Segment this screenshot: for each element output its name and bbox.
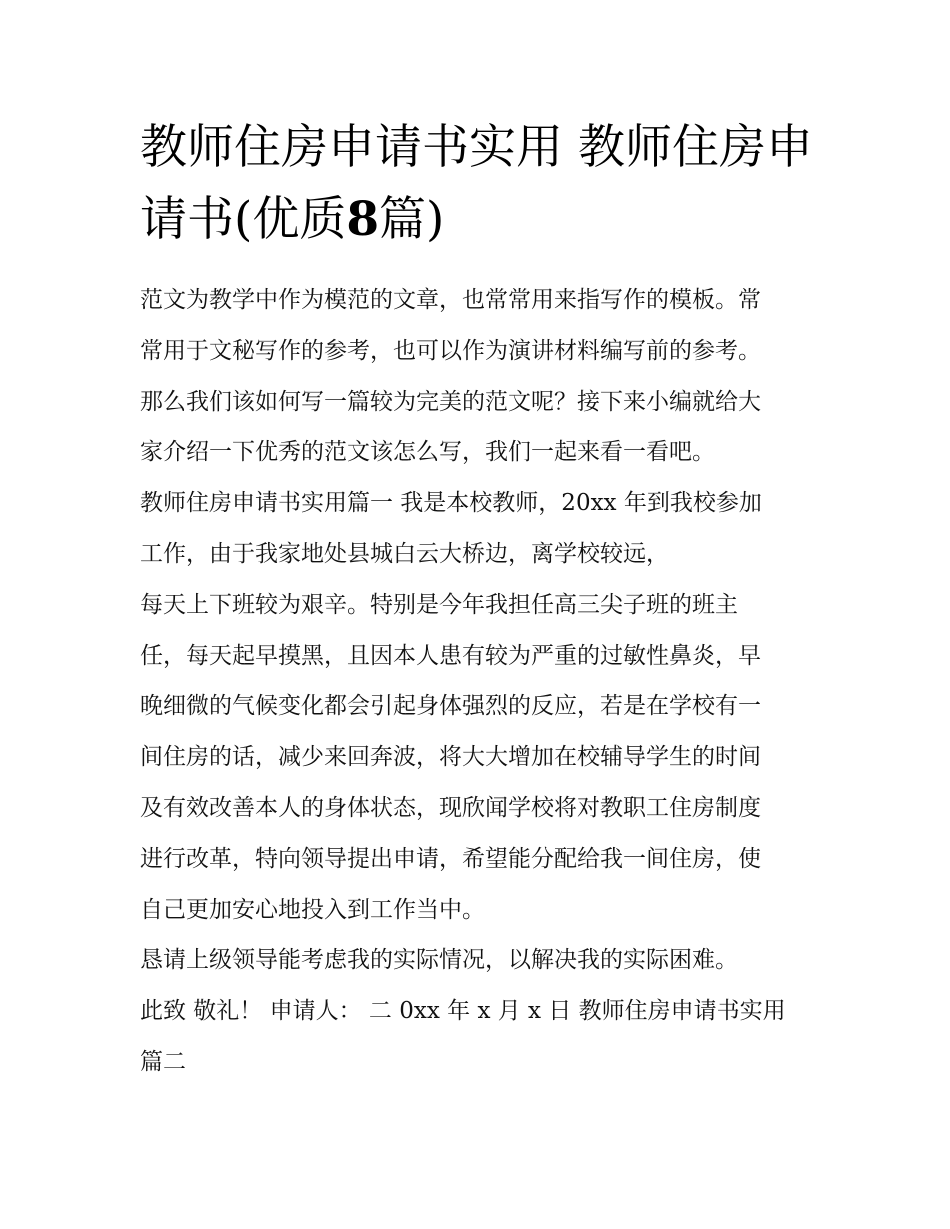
body-line: 此致 敬礼！ 申请人： 二 0xx 年 x 月 x 日 教师住房申请书实用: [140, 998, 786, 1025]
body-line: 教师住房申请书实用篇一 我是本校教师，20xx 年到我校参加: [140, 490, 762, 517]
body-line: 自己更加安心地投入到工作当中。: [140, 896, 485, 923]
body-line: 每天上下班较为艰辛。特别是今年我担任高三尖子班的班主: [140, 591, 738, 618]
title-text-end: 篇): [379, 192, 445, 247]
body-line: 进行改革，特向领导提出申请，希望能分配给我一间住房，使: [140, 845, 761, 872]
body-line: 篇二: [140, 1048, 186, 1075]
body-line: 那么我们该如何写一篇较为完美的范文呢？接下来小编就给大: [140, 388, 761, 415]
body-line: 工作，由于我家地处县城白云大桥边，离学校较远，: [140, 540, 669, 567]
body-line: 晚细微的气候变化都会引起身体强烈的反应，若是在学校有一: [140, 693, 761, 720]
body-line: 家介绍一下优秀的范文该怎么写，我们一起来看一看吧。: [140, 439, 715, 466]
title-text: 教师住房申请书实用 教师住房申请书(优质: [140, 120, 813, 247]
body-line: 常用于文秘写作的参考，也可以作为演讲材料编写前的参考。: [140, 337, 761, 364]
document-body: [140, 275, 820, 1088]
body-line: 间住房的话，减少来回奔波，将大大增加在校辅导学生的时间: [140, 744, 761, 771]
body-line: 恳请上级领导能考虑我的实际情况，以解决我的实际困难。: [140, 947, 738, 974]
document-title: [140, 112, 820, 256]
body-line: 任，每天起早摸黑，且因本人患有较为严重的过敏性鼻炎，早: [140, 642, 761, 669]
title-number: 8: [346, 192, 380, 247]
body-line: 及有效改善本人的身体状态，现欣闻学校将对教职工住房制度: [140, 794, 761, 821]
body-line: 范文为教学中作为模范的文章，也常常用来指写作的模板。常: [140, 287, 761, 313]
